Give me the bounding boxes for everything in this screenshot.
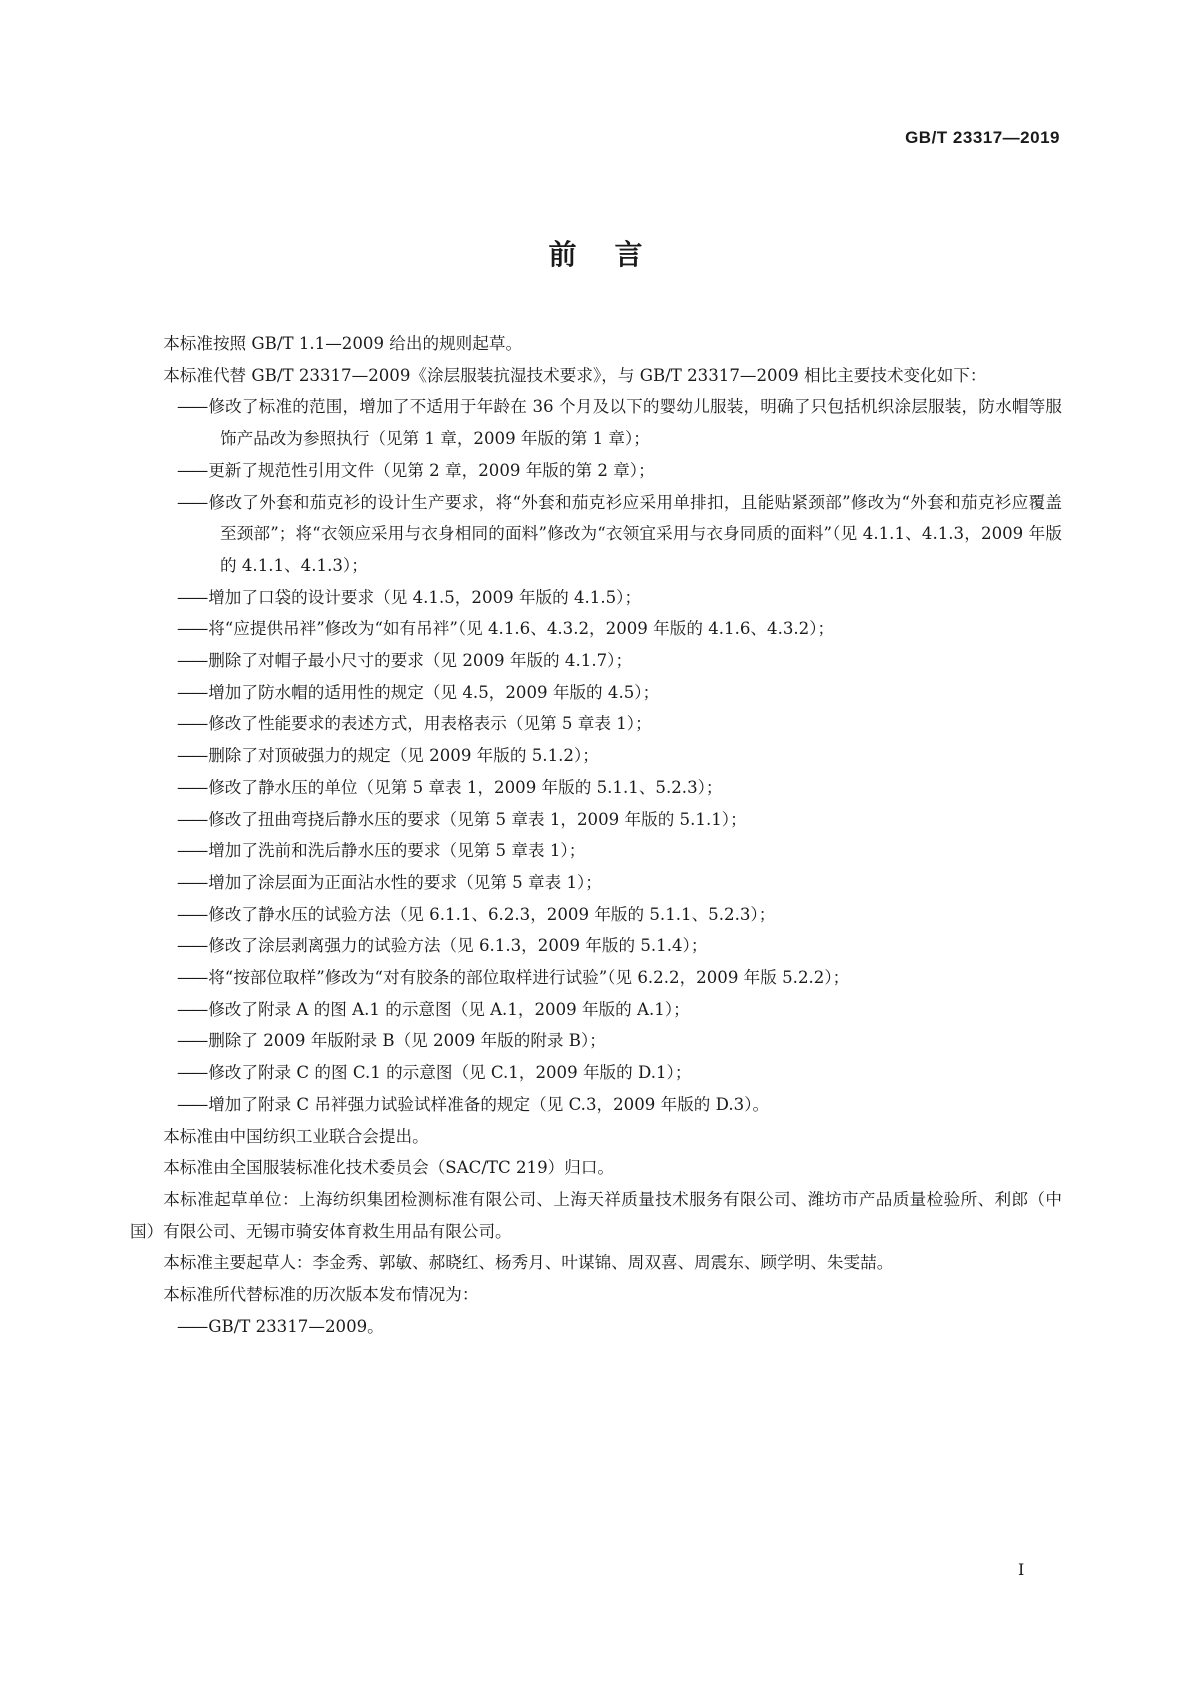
list-item-text: 修改了性能要求的表述方式，用表格表示（见第 5 章表 1）； [208,714,652,734]
list-item [130,804,1062,836]
list-item [130,1057,1062,1089]
list-item [130,645,1062,677]
list-item [130,613,1062,645]
list-dash: —— [177,619,207,639]
list-item-text: 删除了对顶破强力的规定（见 2009 年版的 5.1.2）； [208,746,599,766]
list-item-text: 更新了规范性引用文件（见第 2 章，2009 年版的第 2 章）； [208,460,655,480]
list-item-text: 将“按部位取样”修改为“对有胶条的部位取样进行试验”（见 6.2.2，2009 年版 5.2.2）； [208,968,850,988]
list-item [130,899,1062,931]
list-dash: —— [177,1094,207,1114]
list-dash: —— [177,1316,207,1336]
list-item-text: 修改了涂层剥离强力的试验方法（见 6.1.3，2009 年版的 5.1.4）； [208,936,708,956]
list-item-text: 删除了 2009 年版附录 B（见 2009 年版的附录 B）； [208,1031,606,1051]
paragraph-drafting-units: 本标准起草单位：上海纺织集团检测标准有限公司、上海天祥质量技术服务有限公司、潍坊市产品质量检验所、利郎（中国）有限公司、无锡市骑安体育救生用品有限公司。 [130,1189,1062,1241]
list-dash: —— [177,809,207,829]
paragraph-history-intro: 本标准所代替标准的历次版本发布情况为： [163,1285,479,1305]
list-dash: —— [177,746,207,766]
list-item [130,708,1062,740]
list-item [130,582,1062,614]
list-item-text: 增加了附录 C 吊袢强力试验试样准备的规定（见 C.3，2009 年版的 D.3）。 [208,1094,770,1114]
list-dash: —— [177,872,207,892]
list-item [130,1089,1062,1121]
list-item-text: 增加了洗前和洗后静水压的要求（见第 5 章表 1）； [208,841,586,861]
list-item [130,677,1062,709]
document-number: GB/T 23317—2019 [905,128,1060,147]
list-dash: —— [177,397,207,417]
list-item-text: 修改了附录 A 的图 A.1 的示意图（见 A.1，2009 年版的 A.1）； [208,999,690,1019]
list-dash: —— [177,492,207,512]
list-item [130,391,1062,454]
list-item-text: 修改了附录 C 的图 C.1 的示意图（见 C.1，2009 年版的 D.1）； [208,1063,692,1083]
list-item [130,772,1062,804]
list-item [130,1025,1062,1057]
list-item-text: 修改了静水压的单位（见第 5 章表 1，2009 年版的 5.1.1、5.2.3）； [208,777,723,797]
paragraph-proposer: 本标准由中国纺织工业联合会提出。 [163,1126,429,1146]
list-item [130,867,1062,899]
paragraph-intro-2: 本标准代替 GB/T 23317—2009《涂层服装抗湿技术要求》，与 GB/T 23317—2009 相比主要技术变化如下： [163,365,987,385]
paragraph-drafters: 本标准主要起草人：李金秀、郭敏、郝晓红、杨秀月、叶谋锦、周双喜、周震东、顾学明、朱雯喆。 [163,1253,894,1273]
list-item [130,455,1062,487]
foreword-body [130,328,1062,1343]
list-dash: —— [177,841,207,861]
list-dash: —— [177,682,207,702]
list-item [130,487,1062,582]
list-dash: —— [177,651,207,671]
history-item-text: GB/T 23317—2009。 [208,1316,384,1336]
list-item [130,835,1062,867]
list-item-text: 增加了口袋的设计要求（见 4.1.5，2009 年版的 4.1.5）； [208,587,642,607]
list-item [130,740,1062,772]
list-dash: —— [177,1031,207,1051]
list-item-text: 修改了标准的范围，增加了不适用于年龄在 36 个月及以下的婴幼儿服装，明确了只包括机织涂层服装，防水帽等服饰产品改为参照执行（见第 1 章，2009 年版的第 1 章）； [208,397,1062,449]
list-item-text: 修改了扭曲弯挠后静水压的要求（见第 5 章表 1，2009 年版的 5.1.1）； [208,809,747,829]
list-item [130,962,1062,994]
list-dash: —— [177,1063,207,1083]
list-dash: —— [177,999,207,1019]
page-number: I [1018,1560,1025,1579]
paragraph-intro-1: 本标准按照 GB/T 1.1—2009 给出的规则起草。 [163,334,523,353]
list-item-text: 将“应提供吊袢”修改为“如有吊袢”（见 4.1.6、4.3.2，2009 年版的 4.1.6、4.3.2）； [208,619,835,639]
history-item [130,1311,1062,1343]
list-item [130,994,1062,1026]
list-dash: —— [177,936,207,956]
paragraph-committee: 本标准由全国服装标准化技术委员会（SAC/TC 219）归口。 [163,1158,615,1178]
list-item-text: 修改了外套和茄克衫的设计生产要求，将“外套和茄克衫应采用单排扣，且能贴紧颈部”修改为“外套和茄克衫应覆盖至颈部”；将“衣领应采用与衣身相同的面料”修改为“衣领宜采用与衣身同质的面料”（见 4.1.1、4.1.3，2009 年版的 4.1.1、4.1.3）； [208,492,1062,575]
list-dash: —— [177,904,207,924]
list-item-text: 增加了防水帽的适用性的规定（见 4.5，2009 年版的 4.5）； [208,682,660,702]
list-item-text: 删除了对帽子最小尺寸的要求（见 2009 年版的 4.1.7）； [208,651,633,671]
list-dash: —— [177,714,207,734]
list-dash: —— [177,587,207,607]
list-dash: —— [177,968,207,988]
list-item [130,930,1062,962]
list-dash: —— [177,460,207,480]
changes-list [130,391,1062,1120]
list-item-text: 增加了涂层面为正面沾水性的要求（见第 5 章表 1）； [208,872,602,892]
list-item-text: 修改了静水压的试验方法（见 6.1.1、6.2.3，2009 年版的 5.1.1、5.2.3）； [208,904,776,924]
page-title: 前言 [548,238,681,271]
list-dash: —— [177,777,207,797]
